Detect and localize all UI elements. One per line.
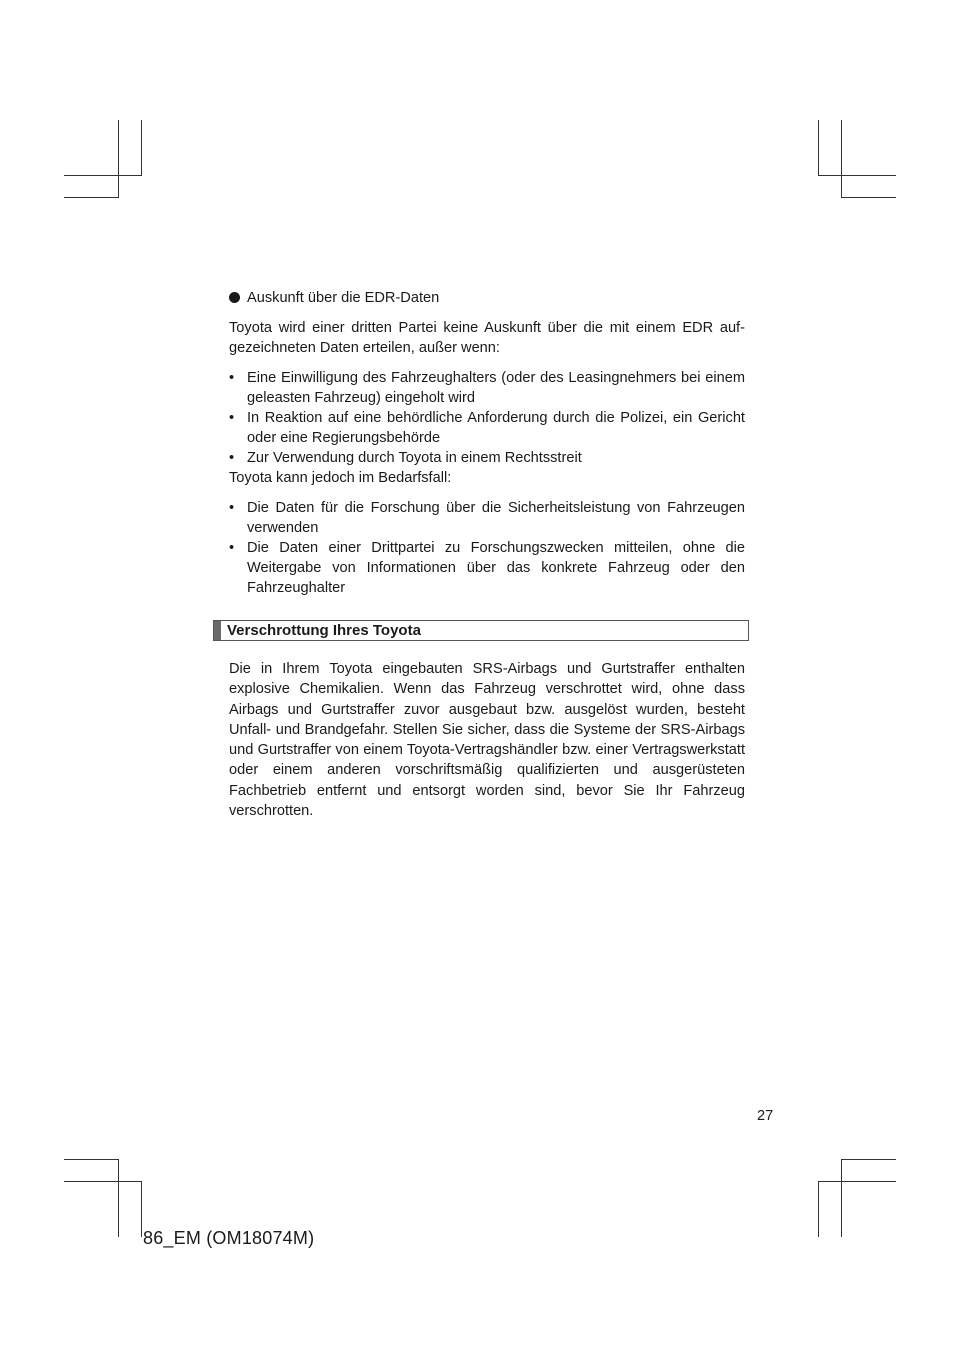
list-item: • Die Daten für die Forschung über die Sicherheitsleistung von Fahrzeugen verwenden bbox=[229, 500, 745, 536]
section-title: Verschrottung Ihres Toyota bbox=[227, 622, 421, 639]
crop-mark bbox=[818, 175, 896, 176]
conditions-list bbox=[229, 368, 745, 468]
crop-mark bbox=[818, 1181, 896, 1182]
scrap-paragraph: Die in Ihrem Toyota eingebauten SRS-Airbags und Gurtstraffer enthalten explosive Chemikalien. Wenn das Fahrzeug verschrottet wird, ohne dass Airbags und Gurtstraffer zuvor ausgebaut bzw. ausgelöst wurden, besteht Unfall- und Brandgefahr. Stellen Sie sicher, dass die Systeme der SRS-Airbags und Gurtstraffer von einem Toyota-Vertragshändler bzw. einer Vertragswerkstatt oder einem anderen vorschriftsmäßig qualifizierten und ausgerüsteten Fachbetrieb entfernt und entsorgt worden sind, bevor Sie Ihr Fahrzeug verschrotten. bbox=[229, 661, 745, 820]
section-accent bbox=[214, 621, 221, 640]
exceptions-list bbox=[229, 498, 745, 598]
page-number: 27 bbox=[757, 1108, 774, 1124]
edr-heading bbox=[229, 288, 745, 308]
however-paragraph: Toyota kann jedoch im Bedarfsfall: bbox=[229, 470, 452, 486]
crop-mark bbox=[841, 197, 896, 198]
crop-mark bbox=[841, 1159, 896, 1160]
edr-heading-text: Auskunft über die EDR-Daten bbox=[247, 290, 440, 306]
crop-mark bbox=[64, 1181, 142, 1182]
crop-mark bbox=[118, 120, 119, 198]
crop-mark bbox=[64, 175, 142, 176]
crop-mark bbox=[841, 120, 842, 198]
list-item: • In Reaktion auf eine behördliche Anforderung durch die Polizei, ein Gericht oder eine Regierungsbehörde bbox=[229, 410, 745, 446]
list-item: • Zur Verwendung durch Toyota in einem Rechtsstreit bbox=[229, 450, 582, 466]
edr-section bbox=[229, 288, 745, 598]
bullet-dot-icon bbox=[229, 292, 240, 303]
crop-mark bbox=[64, 1159, 119, 1160]
crop-mark bbox=[841, 1159, 842, 1237]
section-header bbox=[213, 620, 749, 641]
document-code: 86_EM (OM18074M) bbox=[143, 1228, 315, 1248]
crop-mark bbox=[818, 120, 819, 175]
crop-mark bbox=[141, 120, 142, 175]
crop-mark bbox=[818, 1181, 819, 1237]
crop-mark bbox=[118, 1159, 119, 1237]
crop-mark bbox=[141, 1181, 142, 1237]
list-item: • Die Daten einer Drittpartei zu Forschungszwecken mitteilen, ohne die Weitergabe von Informationen über das konkrete Fahrzeug oder den Fahrzeughalter bbox=[229, 540, 745, 596]
list-item: • Eine Einwilligung des Fahrzeughalters (oder des Leasingnehmers bei einem geleasten Fahrzeug) eingeholt wird bbox=[229, 370, 745, 406]
intro-paragraph: Toyota wird einer dritten Partei keine Auskunft über die mit einem EDR aufgezeichneten Daten erteilen, außer wenn: bbox=[229, 320, 745, 356]
crop-mark bbox=[64, 197, 119, 198]
